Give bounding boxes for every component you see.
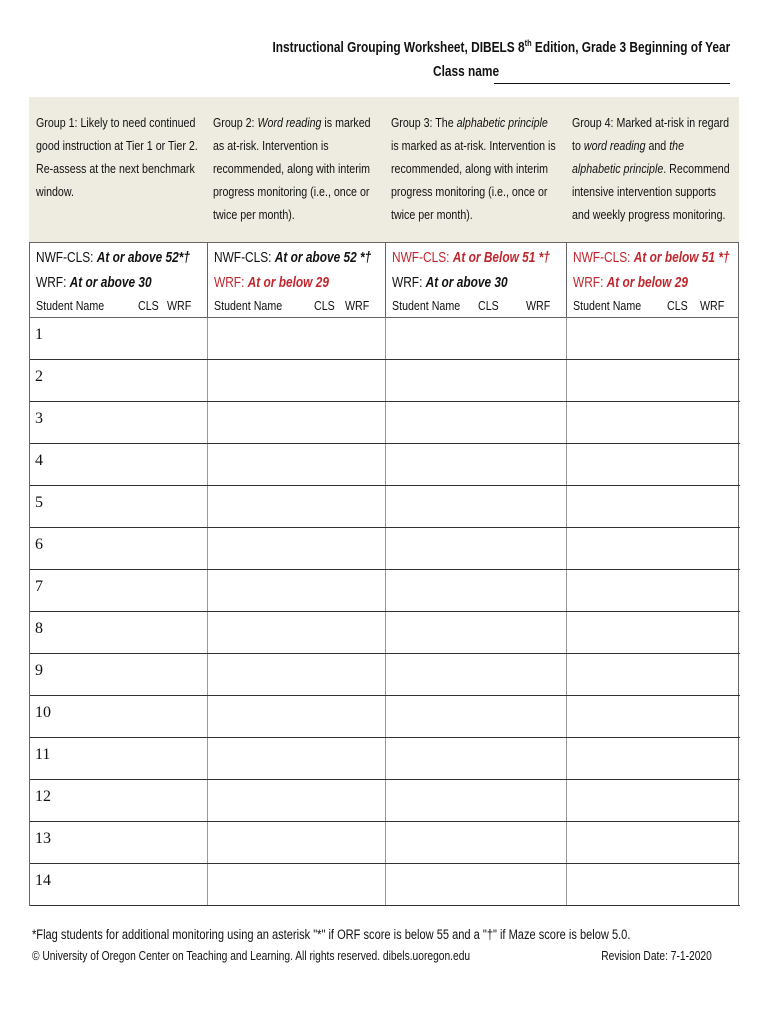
cls-header: CLS [478, 298, 499, 313]
wrf-header: WRF [345, 298, 370, 313]
student-entry-cell[interactable] [566, 864, 740, 906]
student-entry-cell[interactable] [207, 570, 385, 612]
student-name-header: Student Name [392, 298, 461, 313]
student-entry-cell[interactable] [566, 318, 740, 360]
student-row [30, 780, 738, 822]
wrf-criterion: WRF: At or below 29 [214, 275, 329, 291]
student-entry-cell[interactable] [30, 444, 207, 486]
student-entry-cell[interactable] [207, 402, 385, 444]
student-entry-cell[interactable] [30, 738, 207, 780]
cls-header: CLS [138, 298, 159, 313]
student-entry-cell[interactable] [207, 360, 385, 402]
student-entry-cell[interactable] [566, 444, 740, 486]
row-divider [30, 905, 740, 906]
student-entry-cell[interactable] [385, 654, 566, 696]
student-entry-cell[interactable] [385, 528, 566, 570]
row-number: 2 [35, 368, 43, 385]
student-entry-cell[interactable] [30, 570, 207, 612]
student-row [30, 612, 738, 654]
student-entry-cell[interactable] [566, 696, 740, 738]
group-3-description: Group 3: The alphabetic principle is marked as at-risk. Intervention is recommended, along with interim progress monitoring (i.e., once or twice per month). [391, 115, 556, 222]
copyright-notice: © University of Oregon Center on Teaching and Learning. All rights reserved. dibels.uoregon.edu [32, 949, 471, 963]
student-entry-cell[interactable] [30, 402, 207, 444]
page-footer [32, 949, 712, 963]
student-entry-cell[interactable] [207, 822, 385, 864]
student-row [30, 444, 738, 486]
student-entry-cell[interactable] [30, 528, 207, 570]
row-number: 9 [35, 662, 43, 679]
student-entry-cell[interactable] [566, 486, 740, 528]
student-entry-cell[interactable] [566, 570, 740, 612]
row-number: 11 [35, 746, 51, 763]
student-entry-cell[interactable] [385, 738, 566, 780]
column-headers [392, 297, 560, 315]
student-row [30, 822, 738, 864]
group-1-criteria [30, 243, 207, 317]
nwf-cls-criterion: NWF-CLS: At or above 52 *† [214, 250, 372, 266]
row-number: 7 [35, 578, 43, 595]
student-entry-cell[interactable] [385, 360, 566, 402]
student-entry-cell[interactable] [30, 360, 207, 402]
nwf-cls-criterion: NWF-CLS: At or Below 51 *† [392, 250, 550, 266]
student-entry-cell[interactable] [30, 822, 207, 864]
student-entry-cell[interactable] [207, 444, 385, 486]
group-criteria [29, 242, 739, 317]
column-headers [214, 297, 379, 315]
student-entry-cell[interactable] [566, 402, 740, 444]
group-4-description: Group 4: Marked at-risk in regard to word reading and the alphabetic principle. Recommend intensive intervention supports and weekly progress monitoring. [572, 115, 730, 222]
row-number: 5 [35, 494, 43, 511]
maze-flag-glyph: † [364, 250, 372, 266]
student-entry-cell[interactable] [30, 654, 207, 696]
student-entry-cell[interactable] [566, 780, 740, 822]
student-entry-cell[interactable] [30, 696, 207, 738]
student-entry-cell[interactable] [207, 318, 385, 360]
cls-header: CLS [667, 298, 688, 313]
student-entry-cell[interactable] [566, 654, 740, 696]
student-entry-cell[interactable] [385, 864, 566, 906]
student-entry-cell[interactable] [30, 864, 207, 906]
student-rows [29, 317, 739, 906]
wrf-criterion: WRF: At or above 30 [36, 275, 152, 291]
group-2-description: Group 2: Word reading is marked as at-risk. Intervention is recommended, along with interim progress monitoring (i.e., once or twice per month). [213, 115, 371, 222]
student-row [30, 318, 738, 360]
student-row [30, 486, 738, 528]
student-entry-cell[interactable] [566, 612, 740, 654]
revision-date: Revision Date: 7-1-2020 [601, 949, 712, 963]
student-entry-cell[interactable] [207, 696, 385, 738]
student-row [30, 570, 738, 612]
row-number: 3 [35, 410, 43, 427]
wrf-header: WRF [526, 298, 551, 313]
student-entry-cell[interactable] [207, 612, 385, 654]
maze-flag-glyph: † [722, 250, 730, 266]
student-name-header: Student Name [573, 298, 642, 313]
student-entry-cell[interactable] [207, 528, 385, 570]
student-entry-cell[interactable] [30, 780, 207, 822]
student-entry-cell[interactable] [385, 570, 566, 612]
group-3-criteria [385, 243, 566, 317]
maze-flag-glyph: † [183, 250, 190, 266]
group-4-criteria [566, 243, 740, 317]
column-headers [573, 297, 734, 315]
nwf-cls-criterion: NWF-CLS: At or below 51 *† [573, 250, 730, 266]
student-name-header: Student Name [36, 298, 105, 313]
class-name-field[interactable] [494, 82, 730, 84]
class-name-label: Class name [433, 64, 500, 80]
student-entry-cell[interactable] [385, 318, 566, 360]
row-number: 8 [35, 620, 43, 637]
student-row [30, 738, 738, 780]
column-headers [36, 297, 201, 315]
flag-footnote: *Flag students for additional monitoring using an asterisk "*" if ORF score is below 55 and a "†" if Maze score is below 5.0. [32, 927, 631, 942]
student-entry-cell[interactable] [566, 822, 740, 864]
student-entry-cell[interactable] [385, 822, 566, 864]
student-entry-cell[interactable] [30, 318, 207, 360]
maze-flag-glyph: † [543, 250, 550, 266]
student-entry-cell[interactable] [566, 738, 740, 780]
student-row [30, 864, 738, 906]
row-number: 10 [35, 704, 51, 721]
wrf-criterion: WRF: At or above 30 [392, 275, 508, 291]
student-entry-cell[interactable] [566, 528, 740, 570]
student-row [30, 696, 738, 738]
student-entry-cell[interactable] [30, 486, 207, 528]
student-name-header: Student Name [214, 298, 283, 313]
row-number: 1 [35, 326, 43, 343]
student-entry-cell[interactable] [385, 780, 566, 822]
student-entry-cell[interactable] [385, 402, 566, 444]
student-entry-cell[interactable] [385, 486, 566, 528]
student-entry-cell[interactable] [30, 612, 207, 654]
wrf-header: WRF [700, 298, 725, 313]
student-entry-cell[interactable] [207, 654, 385, 696]
student-entry-cell[interactable] [207, 486, 385, 528]
row-number: 13 [35, 830, 51, 847]
student-row [30, 528, 738, 570]
student-entry-cell[interactable] [207, 780, 385, 822]
row-number: 6 [35, 536, 43, 553]
student-row [30, 360, 738, 402]
row-number: 14 [35, 872, 51, 889]
wrf-criterion: WRF: At or below 29 [573, 275, 688, 291]
student-entry-cell[interactable] [385, 612, 566, 654]
row-number: 12 [35, 788, 51, 805]
student-entry-cell[interactable] [566, 360, 740, 402]
student-entry-cell[interactable] [207, 738, 385, 780]
student-entry-cell[interactable] [207, 864, 385, 906]
student-entry-cell[interactable] [385, 696, 566, 738]
student-row [30, 402, 738, 444]
student-entry-cell[interactable] [385, 444, 566, 486]
group-1-description: Group 1: Likely to need continued good instruction at Tier 1 or Tier 2. Re-assess at the next benchmark window. [36, 115, 198, 199]
worksheet-title: Instructional Grouping Worksheet, DIBELS 8th Edition, Grade 3 Beginning of Year [272, 38, 730, 56]
row-number: 4 [35, 452, 43, 469]
group-descriptions [29, 97, 739, 242]
wrf-header: WRF [167, 298, 192, 313]
grouping-table [29, 97, 739, 906]
cls-header: CLS [314, 298, 335, 313]
group-2-criteria [207, 243, 385, 317]
nwf-cls-criterion: NWF-CLS: At or above 52*† [36, 250, 190, 266]
student-row [30, 654, 738, 696]
